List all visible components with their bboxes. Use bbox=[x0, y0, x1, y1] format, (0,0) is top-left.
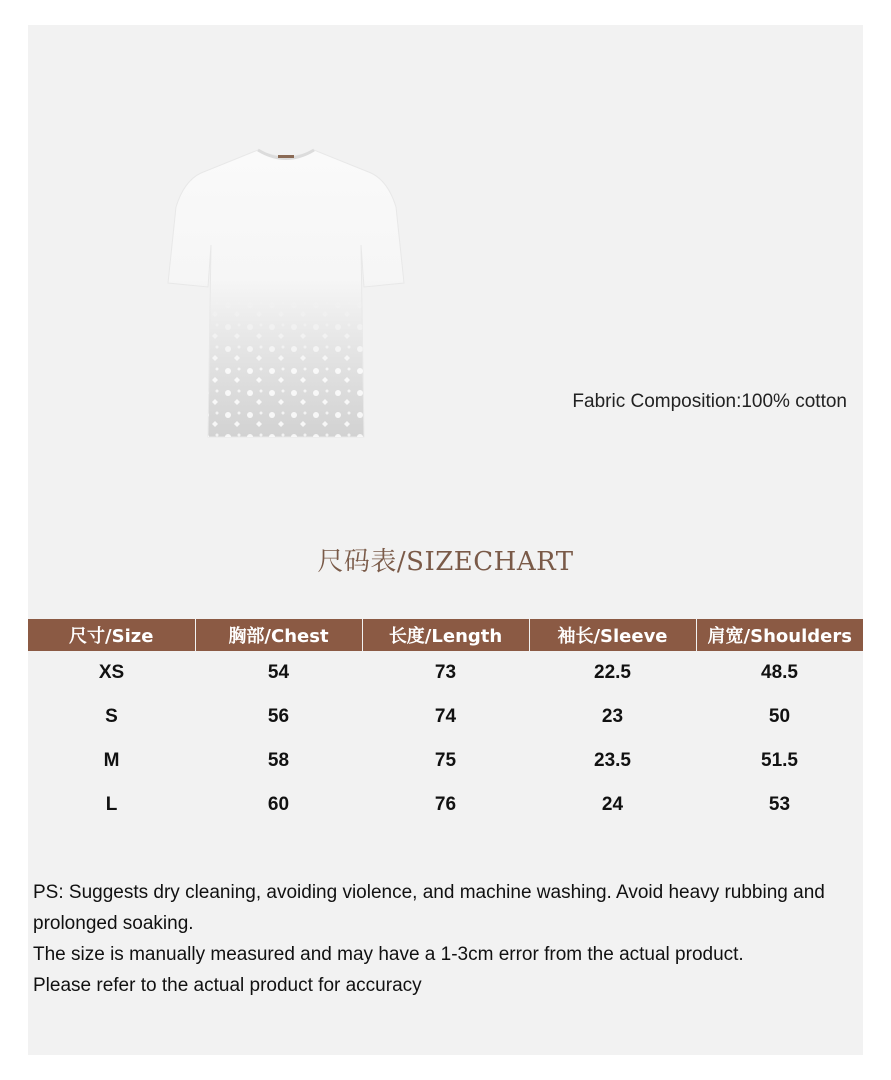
cell-shoulders: 51.5 bbox=[761, 750, 798, 771]
cell-chest: 60 bbox=[267, 794, 290, 815]
tshirt-product-image bbox=[156, 145, 416, 445]
cell-shoulders: 48.5 bbox=[761, 662, 798, 683]
header-length: 长度/Length bbox=[362, 619, 529, 651]
header-size: 尺寸/Size bbox=[28, 619, 195, 651]
care-note-line: PS: Suggests dry cleaning, avoiding violence, and machine washing. Avoid heavy rubbing and prolonged soaking. bbox=[33, 882, 825, 934]
size-chart-table bbox=[28, 619, 863, 827]
cell-length: 74 bbox=[434, 706, 457, 727]
cell-size: S bbox=[105, 706, 118, 727]
cell-length: 73 bbox=[434, 662, 457, 683]
cell-chest: 56 bbox=[267, 706, 290, 727]
fabric-composition: Fabric Composition:100% cotton bbox=[572, 391, 847, 412]
accuracy-note-line: Please refer to the actual product for accuracy bbox=[33, 975, 422, 996]
size-chart-title: 尺码表/SIZECHART bbox=[317, 547, 574, 577]
product-panel bbox=[28, 25, 863, 1055]
table-row bbox=[28, 695, 863, 739]
cell-sleeve: 22.5 bbox=[594, 662, 631, 683]
cell-shoulders: 50 bbox=[768, 706, 791, 727]
cell-length: 76 bbox=[434, 794, 457, 815]
measurement-note-line: The size is manually measured and may have a 1-3cm error from the actual product. bbox=[33, 944, 744, 965]
cell-shoulders: 53 bbox=[768, 794, 791, 815]
cell-size: XS bbox=[98, 662, 125, 683]
care-notes bbox=[33, 877, 858, 1001]
cell-size: M bbox=[103, 750, 120, 771]
tshirt-illustration bbox=[156, 145, 416, 445]
header-chest: 胸部/Chest bbox=[195, 619, 362, 651]
header-shoulders: 肩宽/Shoulders bbox=[696, 619, 863, 651]
header-sleeve: 袖长/Sleeve bbox=[529, 619, 696, 651]
cell-sleeve: 23.5 bbox=[594, 750, 631, 771]
cell-length: 75 bbox=[434, 750, 457, 771]
table-row bbox=[28, 783, 863, 827]
cell-chest: 58 bbox=[267, 750, 290, 771]
cell-sleeve: 23 bbox=[601, 706, 624, 727]
table-row bbox=[28, 739, 863, 783]
table-row bbox=[28, 651, 863, 695]
cell-size: L bbox=[105, 794, 118, 815]
table-header-row bbox=[28, 619, 863, 651]
cell-chest: 54 bbox=[267, 662, 290, 683]
cell-sleeve: 24 bbox=[601, 794, 624, 815]
